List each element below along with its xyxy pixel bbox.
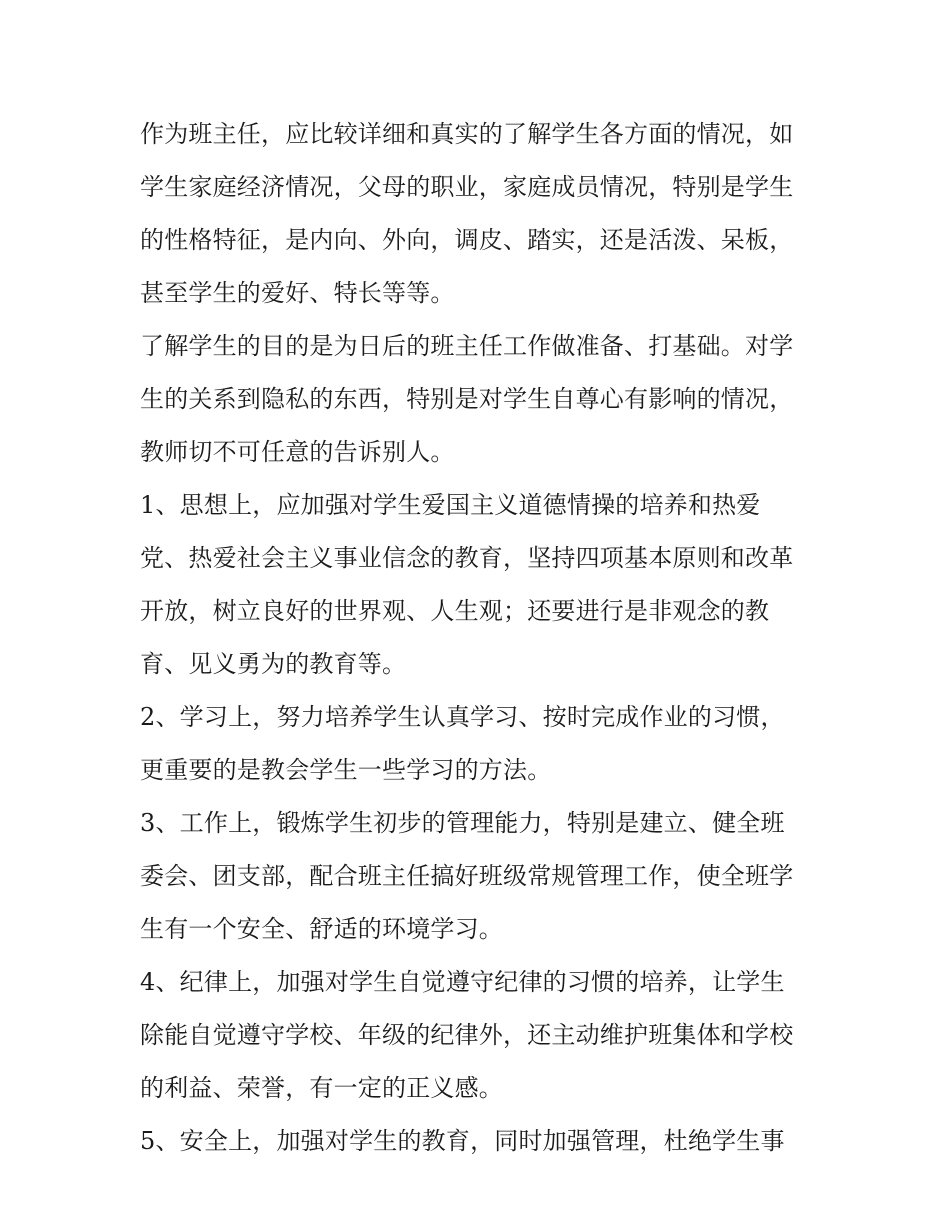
text-line: 育、见义勇为的教育等。	[140, 650, 407, 678]
text-line: 1、思想上，应加强对学生爱国主义道德情操的培养和热爱	[140, 491, 761, 519]
text-line: 更重要的是教会学生一些学习的方法。	[140, 756, 552, 784]
text-line: 作为班主任，应比较详细和真实的了解学生各方面的情况，如	[140, 120, 794, 148]
text-line: 甚至学生的爱好、特长等等。	[140, 279, 455, 307]
text-line: 4、纪律上，加强对学生自觉遵守纪律的习惯的培养，让学生	[140, 968, 785, 996]
text-line: 学生家庭经济情况，父母的职业，家庭成员情况，特别是学生	[140, 173, 794, 201]
text-line: 3、工作上，锻炼学生初步的管理能力，特别是建立、健全班	[140, 809, 785, 837]
text-line: 2、学习上，努力培养学生认真学习、按时完成作业的习惯，	[140, 703, 785, 731]
text-line: 除能自觉遵守学校、年级的纪律外，还主动维护班集体和学校	[140, 1021, 794, 1049]
list-item-safety	[140, 1115, 820, 1168]
text-line: 教师切不可任意的告诉别人。	[140, 438, 455, 466]
text-line: 开放，树立良好的世界观、人生观；还要进行是非观念的教	[140, 597, 770, 625]
paragraph-1	[140, 108, 820, 320]
list-item-discipline	[140, 956, 820, 1115]
list-item-ideology	[140, 479, 820, 691]
text-line: 生有一个安全、舒适的环境学习。	[140, 915, 503, 943]
list-item-study	[140, 691, 820, 797]
text-line: 生的关系到隐私的东西，特别是对学生自尊心有影响的情况，	[140, 385, 794, 413]
list-item-work	[140, 797, 820, 956]
text-line: 委会、团支部，配合班主任搞好班级常规管理工作，使全班学	[140, 862, 794, 890]
document-body	[140, 108, 820, 1168]
text-line: 的利益、荣誉，有一定的正义感。	[140, 1074, 503, 1102]
text-line: 了解学生的目的是为日后的班主任工作做准备、打基础。对学	[140, 332, 794, 360]
paragraph-2	[140, 320, 820, 479]
text-line: 党、热爱社会主义事业信念的教育，坚持四项基本原则和改革	[140, 544, 794, 572]
text-line: 的性格特征，是内向、外向，调皮、踏实，还是活泼、呆板，	[140, 226, 794, 254]
text-line: 5、安全上，加强对学生的教育，同时加强管理，杜绝学生事	[140, 1127, 785, 1155]
